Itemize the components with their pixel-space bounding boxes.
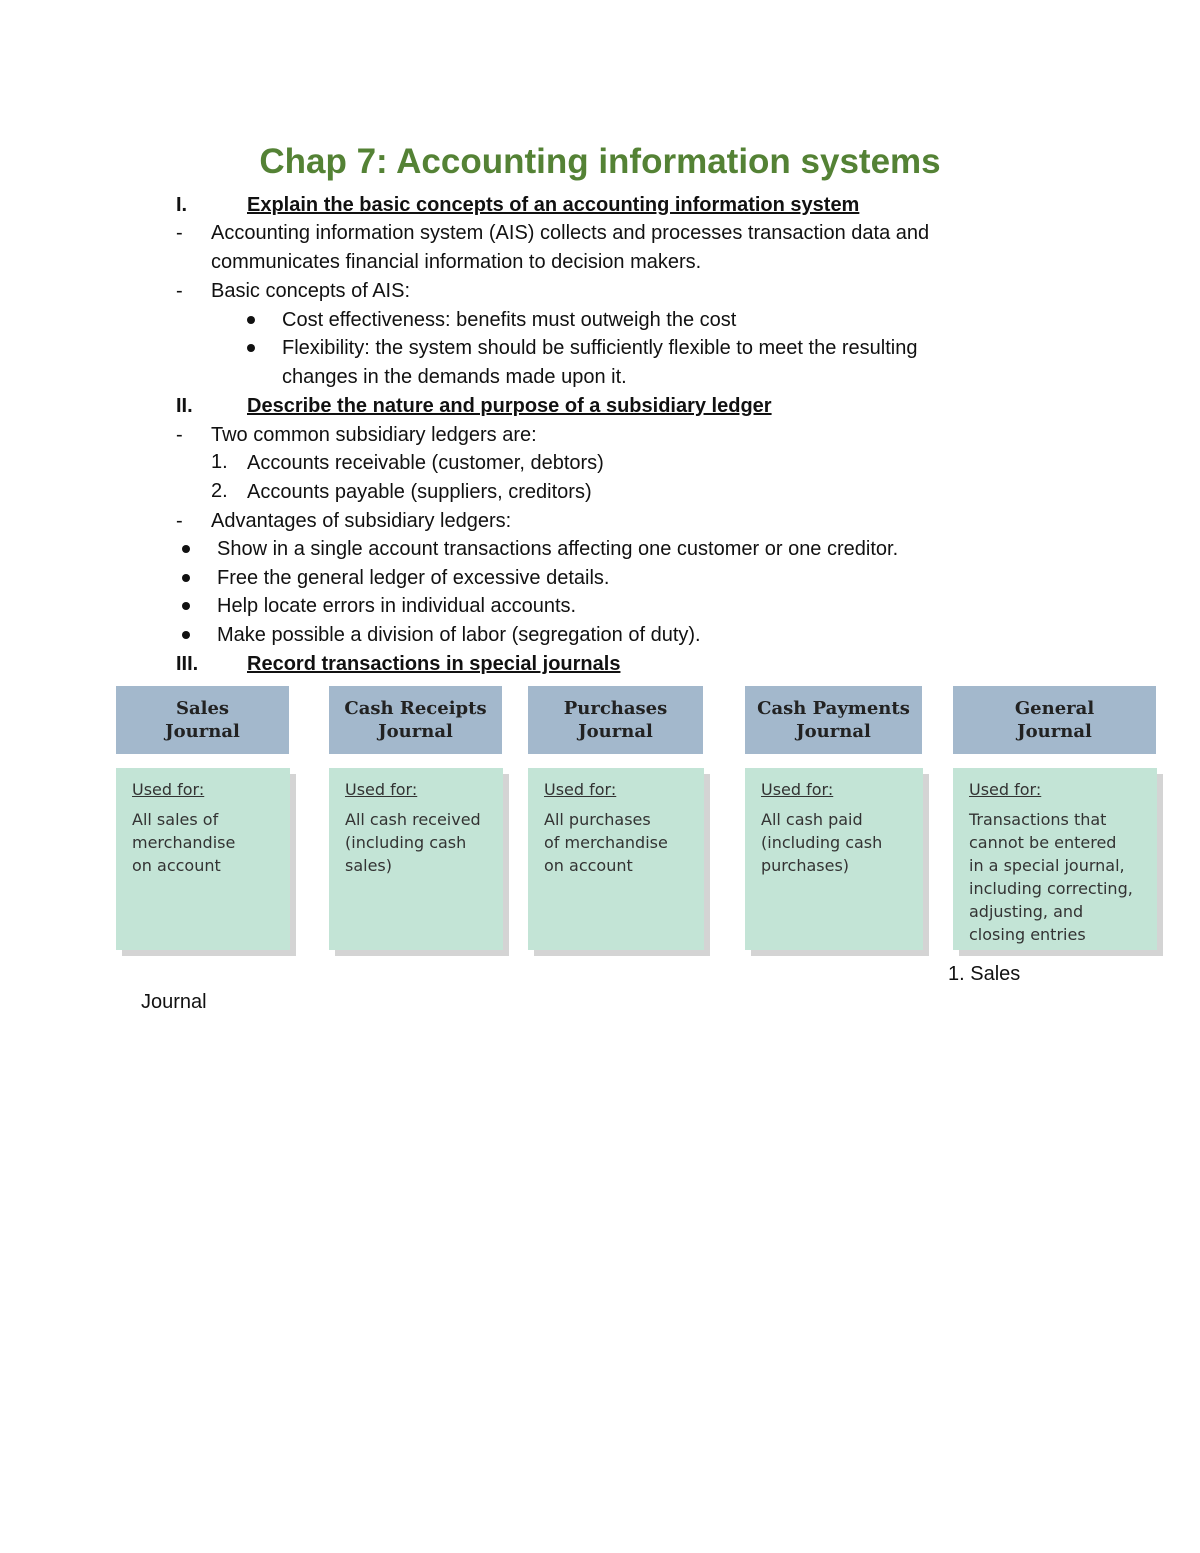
basic-concepts-label: Basic concepts of AIS: [211,280,410,302]
journal-description: All purchases of merchandise on account [544,810,668,875]
list-number: 2. [211,480,228,502]
advantage-item: Show in a single account transactions affecting one customer or one creditor. [217,538,899,560]
ais-definition-line2: communicates financial information to decision makers. [211,251,702,273]
section-1-numeral: I. [176,194,188,216]
section-3-heading: Record transactions in special journals [247,653,621,675]
journal-description: Transactions that cannot be entered in a special journal, including correcting, adjusting, and closing entries [969,810,1133,944]
journal-name: Sales Journal [165,698,240,742]
journal-name: Purchases Journal [563,698,668,742]
section-1-heading: Explain the basic concepts of an accounting information system [247,194,860,216]
section-2-numeral: II. [176,395,193,417]
journal-card-cash-payments [745,768,923,950]
journal-name: Cash Payments Journal [757,698,910,742]
dash-marker: - [176,280,183,302]
journal-card-purchases [528,768,704,950]
subsidiary-ledgers-intro: Two common subsidiary ledgers are: [211,424,537,446]
journal-header-purchases [528,686,703,754]
used-for-label: Used for: [345,780,418,799]
journal-card-sales [116,768,290,950]
advantage-item: Free the general ledger of excessive details. [217,567,610,589]
advantages-label: Advantages of subsidiary ledgers: [211,510,512,532]
bullet-icon [247,344,255,352]
ais-definition-line1: Accounting information system (AIS) collects and processes transaction data and [211,222,930,244]
bullet-icon [182,574,190,582]
footer-journal-label: Journal [141,991,207,1013]
journal-description: All sales of merchandise on account [132,810,236,875]
bullet-icon [182,602,190,610]
journal-header-cash-receipts [329,686,502,754]
journal-name: General Journal [1014,698,1095,742]
journal-description: All cash paid (including cash purchases) [761,810,883,875]
journal-name: Cash Receipts Journal [344,698,487,742]
used-for-label: Used for: [969,780,1042,799]
concept-cost-effectiveness: Cost effectiveness: benefits must outweigh the cost [282,309,737,331]
concept-flexibility-line2: changes in the demands made upon it. [282,366,627,388]
used-for-label: Used for: [761,780,834,799]
journal-header-cash-payments [745,686,922,754]
concept-flexibility-line1: Flexibility: the system should be sufficiently flexible to meet the resulting [282,337,918,359]
journal-description: All cash received (including cash sales) [345,810,481,875]
dash-marker: - [176,510,183,532]
advantage-item: Help locate errors in individual accounts. [217,595,577,617]
footer-sales-label: 1. Sales [948,963,1021,985]
journal-card-general [953,768,1157,950]
ledger-accounts-payable: Accounts payable (suppliers, creditors) [247,481,592,503]
dash-marker: - [176,222,183,244]
section-2-heading: Describe the nature and purpose of a subsidiary ledger [247,395,772,417]
ledger-accounts-receivable: Accounts receivable (customer, debtors) [247,452,604,474]
section-3-numeral: III. [176,653,199,675]
bullet-icon [247,316,255,324]
advantage-item: Make possible a division of labor (segregation of duty). [217,624,701,646]
journal-header-general [953,686,1156,754]
list-number: 1. [211,451,228,473]
journal-card-cash-receipts [329,768,503,950]
journal-header-sales [116,686,289,754]
used-for-label: Used for: [132,780,205,799]
bullet-icon [182,545,190,553]
dash-marker: - [176,424,183,446]
used-for-label: Used for: [544,780,617,799]
bullet-icon [182,631,190,639]
page-title: Chap 7: Accounting information systems [259,142,941,181]
